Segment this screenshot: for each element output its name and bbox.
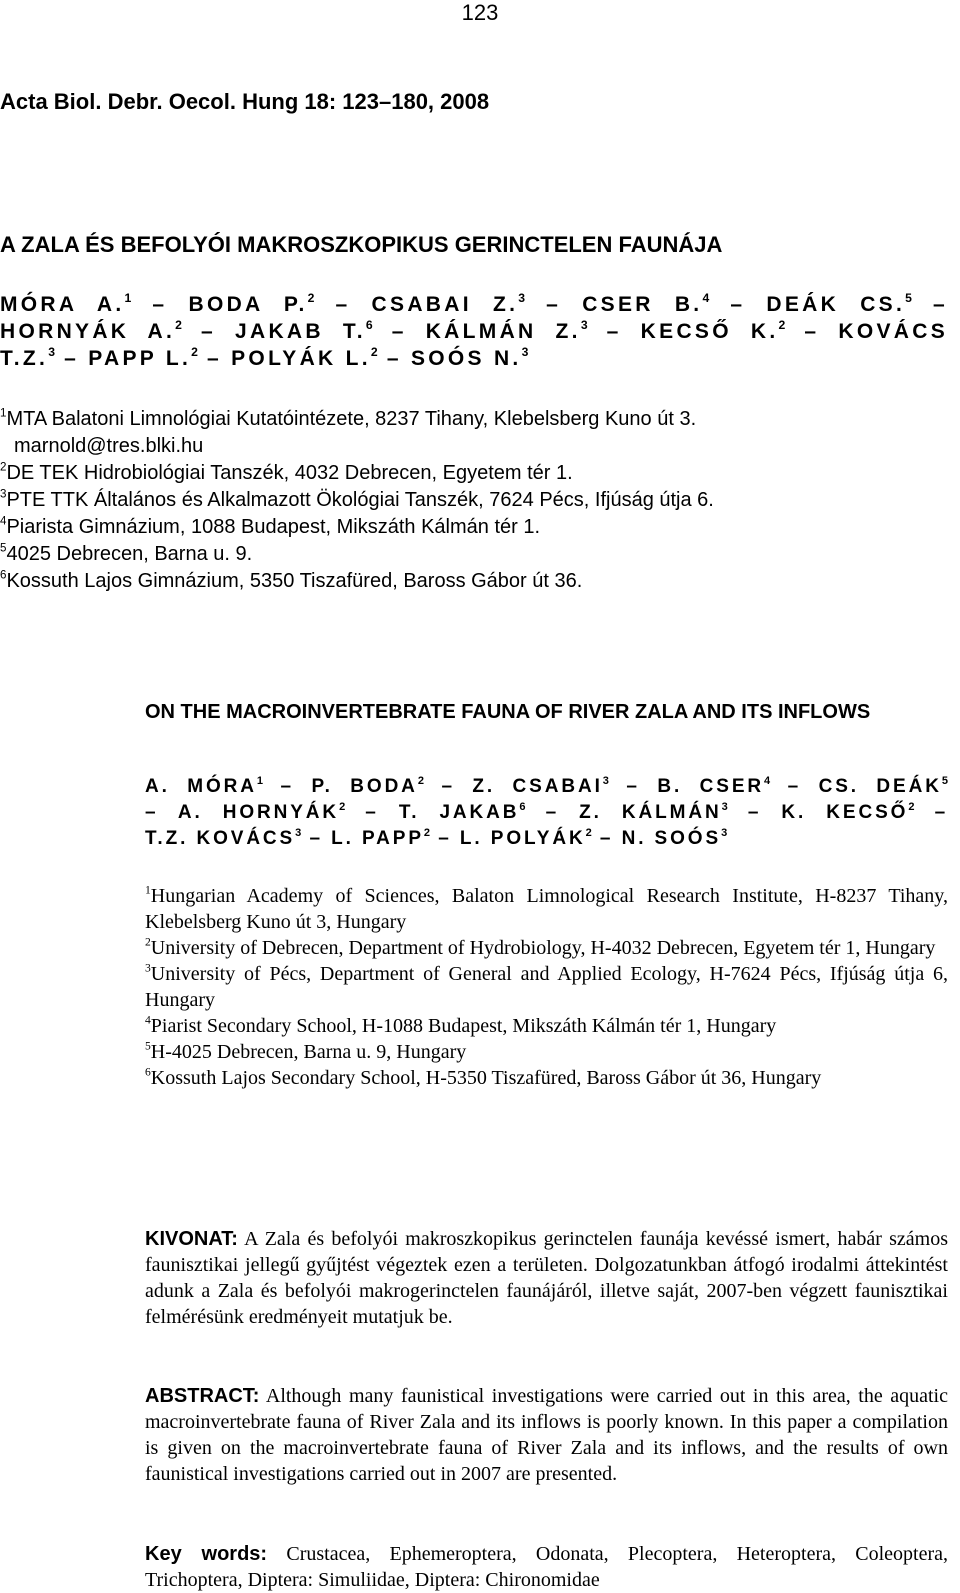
author: HORNYÁK A. (0, 320, 176, 343)
author: – CSABAI Z. (335, 293, 519, 316)
author: – BODA P. (152, 293, 308, 316)
affiliations-hungarian (0, 406, 950, 595)
affiliation: $^2$DE TEK Hidrobiológiai Tanszék, 4032 Debrecen, Egyetem tér 1. (0, 460, 573, 484)
title-hungarian: A ZALA ÉS BEFOLYÓI MAKROSZKOPIKUS GERINCTELEN FAUNÁJA (0, 232, 723, 257)
affiliations-english (145, 883, 948, 1091)
author: – DEÁK CS. (730, 293, 906, 316)
affiliation: $^6$Kossuth Lajos Secondary School, H-5350 Tiszafüred, Baross Gábor út 36, Hungary (145, 1065, 822, 1089)
authors-hungarian (0, 291, 948, 372)
affiliation: $^3$University of Pécs, Department of General and Applied Ecology, H-7624 Pécs, Ifjúság útja 6, Hungary (145, 961, 948, 1011)
author: – CS. DEÁK (787, 776, 942, 797)
kivonat-label: KIVONAT: (145, 1228, 238, 1250)
affiliation: $^5$H-4025 Debrecen, Barna u. 9, Hungary (145, 1039, 467, 1063)
kivonat-text: A Zala és befolyói makroszkopikus gerinctelen faunája kevéssé ismert, habár számos faunisztikai jellegű gyűjtést végeztek ezen a területen. Dolgozatunkban átfogó irodalmi áttekintést adunk a Zala és befolyói makrogerinctelen faunájáról, illetve saját, 2007-ben végzett faunisztikai felmérésünk eredményeit mutatjuk be. (145, 1228, 949, 1328)
abstract-paragraph (145, 1383, 948, 1487)
author: – Z. CSABAI (441, 776, 603, 797)
authors-line: HORNYÁK A.$^2$ – JAKAB T.$^6$ – KÁLMÁN Z.$^3$ – KECSŐ K.$^2$ – KOVÁCS (0, 317, 949, 343)
author: T.Z. (0, 347, 49, 370)
authors-line: A. MÓRA$^1$ – P. BODA$^2$ – Z. CSABAI$^3$ – B. CSER$^4$ – CS. DEÁK$^5$ (145, 774, 949, 797)
author: – K. KECSŐ (747, 802, 909, 823)
abstract-label: ABSTRACT: (145, 1385, 260, 1407)
authors-line: T.Z.$^3$ – PAPP L.$^2$ – POLYÁK L.$^2$ – SOÓS N.$^3$ (0, 344, 529, 370)
journal-citation: Acta Biol. Debr. Oecol. Hung 18: 123–180, 2008 (0, 89, 490, 114)
affiliation: $^1$MTA Balatoni Limnológiai Kutatóintézete, 8237 Tihany, Klebelsberg Kuno út 3. (0, 406, 697, 430)
affiliation: $^5$4025 Debrecen, Barna u. 9. (0, 541, 253, 565)
affiliation: $^2$University of Debrecen, Department of Hydrobiology, H-4032 Debrecen, Egyetem tér 1, Hungary (145, 935, 936, 959)
page-number: 123 (461, 0, 499, 25)
author: T.Z. KOVÁCS (145, 828, 296, 849)
author: MÓRA A. (0, 293, 125, 316)
author: – N. SOÓS (599, 828, 722, 849)
authors-line: – A. HORNYÁK$^2$ – T. JAKAB$^6$ – Z. KÁLMÁN$^3$ – K. KECSŐ$^2$ – (145, 800, 949, 823)
author: – KÁLMÁN Z. (391, 320, 581, 343)
author: – Z. KÁLMÁN (545, 802, 722, 823)
author: – L. POLYÁK (438, 828, 586, 849)
title-english: ON THE MACROINVERTEBRATE FAUNA OF RIVER ZALA AND ITS INFLOWS (145, 701, 871, 723)
affiliation: $^3$PTE TTK Általános és Alkalmazott Ökológiai Tanszék, 7624 Pécs, Ifjúság útja 6. (0, 487, 714, 511)
author: – T. JAKAB (365, 802, 520, 823)
author: – POLYÁK L. (207, 347, 371, 370)
author: – L. PAPP (309, 828, 424, 849)
keywords-text: Crustacea, Ephemeroptera, Odonata, Plecoptera, Heteroptera, Coleoptera, Trichoptera, Diptera: Simuliidae, Diptera: Chironomidae (145, 1543, 949, 1591)
author: – SOÓS N. (386, 347, 522, 370)
authors-english (145, 774, 948, 852)
author: – JAKAB T. (200, 320, 366, 343)
affiliation: $^1$Hungarian Academy of Sciences, Balaton Limnological Research Institute, H-8237 Tihany, Klebelsberg Kuno út 3, Hungary (145, 883, 948, 933)
author: A. MÓRA (145, 776, 257, 797)
authors-line: T.Z. KOVÁCS$^3$ – L. PAPP$^2$ – L. POLYÁK$^2$ – N. SOÓS$^3$ (145, 826, 728, 849)
kivonat-paragraph (145, 1226, 948, 1330)
keywords-paragraph (145, 1541, 948, 1593)
affiliation: $^4$Piarista Gimnázium, 1088 Budapest, Mikszáth Kálmán tér 1. (0, 514, 541, 538)
keywords-label: Key words: (145, 1543, 268, 1565)
author: – A. HORNYÁK (145, 802, 340, 823)
author: – B. CSER (626, 776, 765, 797)
affiliation: $^4$Piarist Secondary School, H-1088 Budapest, Mikszáth Kálmán tér 1, Hungary (145, 1013, 777, 1037)
author: – CSER B. (546, 293, 703, 316)
email-address: marnold@tres.blki.hu (14, 435, 204, 457)
author: – PAPP L. (64, 347, 192, 370)
affiliation: $^6$Kossuth Lajos Gimnázium, 5350 Tiszafüred, Baross Gábor út 36. (0, 568, 583, 592)
authors-line: MÓRA A.$^1$ – BODA P.$^2$ – CSABAI Z.$^3$ – CSER B.$^4$ – DEÁK CS.$^5$ – (0, 290, 948, 316)
author: – P. BODA (280, 776, 418, 797)
author: – KOVÁCS (804, 320, 949, 343)
abstract-text: Although many faunistical investigations were carried out in this area, the aquatic macroinvertebrate fauna of River Zala and its inflows is poorly known. In this paper a compilation is given on the macroinvertebrate fauna of River Zala and its inflows, and the results of own faunistical investigations carried out in 2007 are presented. (145, 1385, 948, 1485)
author: – KECSŐ K. (606, 320, 779, 343)
